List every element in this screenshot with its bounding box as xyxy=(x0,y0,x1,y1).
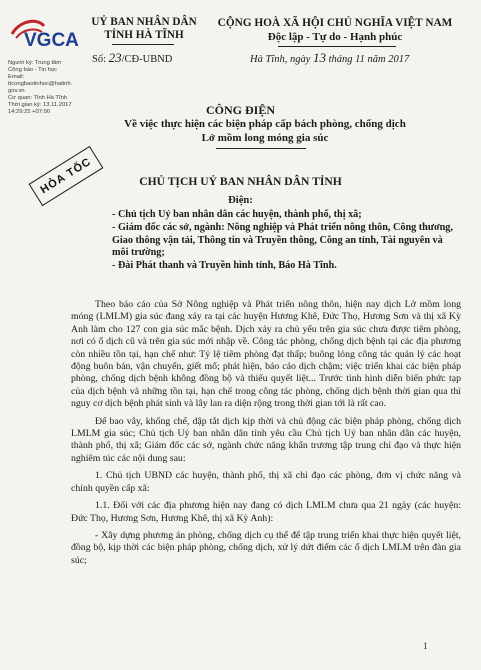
logo-text: VGCA xyxy=(24,30,79,51)
recipients-list xyxy=(112,209,457,273)
signature-line: gov.vn xyxy=(8,88,25,94)
nation-motto: Độc lập - Tự do - Hạnh phúc xyxy=(267,31,403,43)
nation-name: CỘNG HOÀ XÃ HỘI CHỦ NGHĨA VIỆT NAM xyxy=(217,17,453,29)
body-paragraph: 1. Chủ tịch UBND các huyện, thành phố, thị xã chỉ đạo các phòng, đơn vị chức năng và chính quyền cấp xã: xyxy=(71,470,461,494)
signature-line: Người ký: Trung tâm xyxy=(8,60,62,66)
recipient-item: - Chủ tịch Uỷ ban nhân dân các huyện, thành phố, thị xã; xyxy=(112,209,362,220)
body-paragraph: 1.1. Đối với các địa phương hiện nay đang có dịch LMLM chưa qua 21 ngày (các huyện: Đức Thọ, Hương Sơn, Hương Khê, thị xã Kỳ Anh): xyxy=(71,500,461,524)
motto-divider xyxy=(278,46,396,47)
document-subtitle: Về việc thực hiện các biện pháp cấp bách phòng, chống dịch Lở mồm long móng gia súc xyxy=(124,118,406,144)
body-paragraph: Để bao vây, khống chế, dập tắt dịch kịp thời và chủ động các biện pháp phòng, chống dịch LMLM gia súc; Chủ tịch Uỷ ban nhân dân tỉnh yêu cầu Chủ tịch Uỷ ban nhân dân các huyện, thành phố, thị xã; Giám đốc các sở, ngành chức năng khẩn trương tập trung chỉ đạo và thực hiện nghiêm túc các nội dung sau: xyxy=(71,415,461,464)
dateline-day: 13 xyxy=(313,50,326,65)
recipients-label: Điện: xyxy=(228,195,253,206)
dateline-rest: tháng 11 năm 2017 xyxy=(328,54,410,65)
national-header xyxy=(200,16,470,44)
document-title: CÔNG ĐIỆN xyxy=(205,103,275,117)
document-number xyxy=(92,50,172,66)
docnum-number: 23 xyxy=(108,50,122,65)
docnum-prefix: Số: xyxy=(92,54,107,65)
signature-line: Email: xyxy=(8,74,25,80)
agency-divider xyxy=(112,44,174,45)
signature-line: 14:29:25 +07:00 xyxy=(8,109,51,115)
sender-title: CHỦ TỊCH UỶ BAN NHÂN DÂN TỈNH xyxy=(139,175,342,188)
recipient-item: - Đài Phát thanh và Truyền hình tỉnh, Báo Hà Tĩnh. xyxy=(112,260,337,272)
vgca-logo-icon xyxy=(8,16,86,56)
page-number: 1 xyxy=(423,641,428,651)
signature-line: Công báo - Tin học xyxy=(8,67,57,73)
recipient-item: - Giám đốc các sở, ngành: Nông nghiệp và Phát triển nông thôn, Công thương, Giao thông vận tải, Thông tin và Truyền thông, Công an tỉnh, Tài nguyên và môi trường; xyxy=(112,222,453,259)
dateline xyxy=(250,50,409,66)
document-body xyxy=(71,299,461,572)
urgent-stamp: HỎA TỐC xyxy=(29,146,104,206)
signature-line: Thời gian ký: 13.11.2017 xyxy=(8,102,72,108)
signature-line: Cơ quan: Tỉnh Hà Tĩnh xyxy=(8,95,68,101)
subtitle-divider xyxy=(216,148,306,149)
issuing-agency xyxy=(84,16,204,42)
signature-line: ttcongbaotinhoc@hatinh. xyxy=(8,81,73,87)
body-paragraph: Theo báo cáo của Sở Nông nghiệp và Phát triển nông thôn, hiện nay dịch Lở mồm long móng (LMLM) gia súc đang xảy ra tại các huyện Hương Khê, Đức Thọ, Hương Sơn và thị xã Kỳ Anh làm cho 127 con gia súc mắc bệnh. Dịch xảy ra chủ yếu trên gia súc chưa được tiêm phòng, nơi có ổ dịch cũ và trên gia súc mới nhập về. Công tác phòng, chống dịch bệnh tại các địa phương còn nhiều tồn tại, hạn chế như: Tỷ lệ tiêm phòng đạt thấp; buông lỏng công tác quản lý các hoạt động buôn bán, vận chuyển, giết mổ; phát hiện, báo cáo dịch chậm; việc triển khai các biện pháp phòng, chống dịch bệnh không đồng bộ và thiếu quyết liệt... Trước tình hình diễn biến phức tạp của dịch bệnh và những tồn tại, hạn chế trong công tác phòng, chống dịch bệnh thời gian qua thì nguy cơ dịch bệnh phát sinh và lây lan ra diện rộng trong thời gian tới là rất cao. xyxy=(71,299,461,410)
body-paragraph: - Xây dựng phương án phòng, chống dịch cụ thể để tập trung triển khai thực hiện quyết liệt, đồng bộ, kịp thời các biện pháp phòng, chống dịch, xử lý dứt điểm các ổ dịch LMLM trên đàn gia súc; xyxy=(71,529,461,566)
docnum-suffix: /CĐ-UBND xyxy=(121,54,173,65)
dateline-place: Hà Tĩnh, ngày xyxy=(250,54,311,65)
agency-line: TỈNH HÀ TĨNH xyxy=(104,29,184,41)
agency-line: UỶ BAN NHÂN DÂN xyxy=(91,16,197,28)
